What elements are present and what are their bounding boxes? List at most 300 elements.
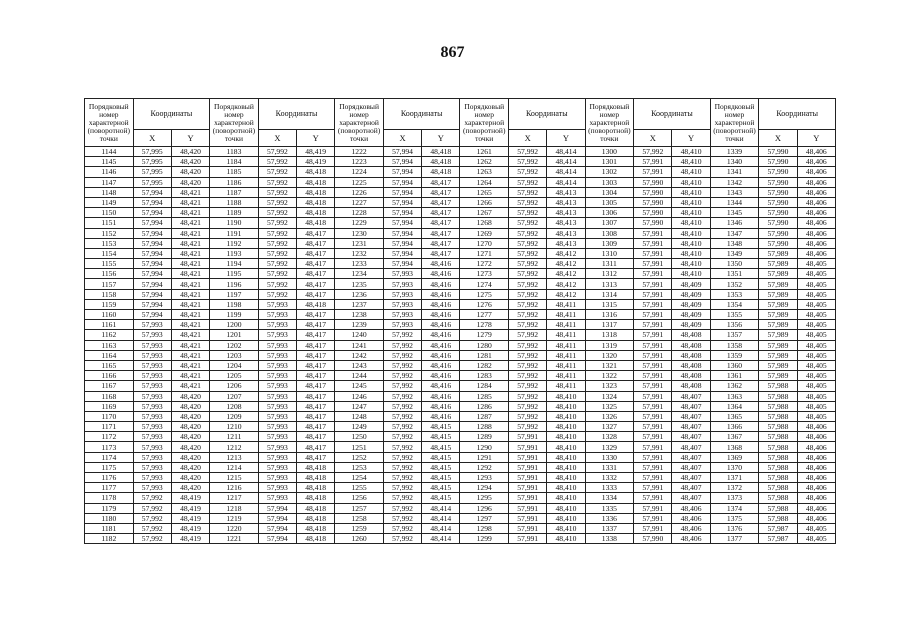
point-number: 1173 bbox=[85, 442, 134, 452]
point-number: 1188 bbox=[210, 197, 259, 207]
header-coordinates: Координаты bbox=[383, 99, 460, 130]
coord-y: 48,406 bbox=[797, 228, 835, 238]
coord-y: 48,417 bbox=[422, 228, 460, 238]
point-number: 1257 bbox=[335, 503, 384, 513]
point-number: 1327 bbox=[585, 422, 634, 432]
coord-x: 57,993 bbox=[258, 473, 296, 483]
coord-x: 57,993 bbox=[258, 381, 296, 391]
coord-y: 48,411 bbox=[547, 299, 585, 309]
table-row bbox=[85, 157, 836, 167]
coord-y: 48,421 bbox=[171, 259, 209, 269]
coord-x: 57,993 bbox=[258, 483, 296, 493]
coord-y: 48,421 bbox=[171, 228, 209, 238]
coord-x: 57,991 bbox=[634, 401, 672, 411]
coord-y: 48,406 bbox=[797, 197, 835, 207]
coord-y: 48,410 bbox=[672, 248, 710, 258]
coord-y: 48,415 bbox=[422, 452, 460, 462]
coord-x: 57,992 bbox=[383, 432, 421, 442]
point-number: 1226 bbox=[335, 187, 384, 197]
coord-y: 48,410 bbox=[672, 157, 710, 167]
coord-y: 48,420 bbox=[171, 473, 209, 483]
point-number: 1221 bbox=[210, 534, 259, 544]
coord-x: 57,987 bbox=[759, 534, 797, 544]
coord-y: 48,418 bbox=[297, 473, 335, 483]
coord-y: 48,415 bbox=[422, 483, 460, 493]
point-number: 1228 bbox=[335, 208, 384, 218]
coord-y: 48,414 bbox=[422, 513, 460, 523]
point-number: 1286 bbox=[460, 401, 509, 411]
point-number: 1222 bbox=[335, 147, 384, 157]
point-number: 1332 bbox=[585, 473, 634, 483]
point-number: 1196 bbox=[210, 279, 259, 289]
point-number: 1299 bbox=[460, 534, 509, 544]
coord-x: 57,991 bbox=[509, 442, 547, 452]
coord-y: 48,417 bbox=[297, 360, 335, 370]
point-number: 1267 bbox=[460, 208, 509, 218]
point-number: 1323 bbox=[585, 381, 634, 391]
coord-x: 57,992 bbox=[133, 513, 171, 523]
coord-x: 57,992 bbox=[383, 442, 421, 452]
coord-x: 57,992 bbox=[509, 360, 547, 370]
coord-x: 57,992 bbox=[383, 391, 421, 401]
coord-x: 57,992 bbox=[383, 350, 421, 360]
coord-y: 48,417 bbox=[297, 279, 335, 289]
point-number: 1219 bbox=[210, 513, 259, 523]
coord-y: 48,417 bbox=[297, 248, 335, 258]
coord-y: 48,417 bbox=[422, 187, 460, 197]
coord-x: 57,992 bbox=[509, 248, 547, 258]
point-number: 1160 bbox=[85, 310, 134, 320]
coord-x: 57,992 bbox=[258, 187, 296, 197]
coord-x: 57,992 bbox=[509, 330, 547, 340]
point-number: 1212 bbox=[210, 442, 259, 452]
coord-x: 57,992 bbox=[383, 360, 421, 370]
coord-y: 48,416 bbox=[422, 401, 460, 411]
coord-y: 48,407 bbox=[672, 391, 710, 401]
point-number: 1254 bbox=[335, 473, 384, 483]
coord-y: 48,418 bbox=[297, 493, 335, 503]
header-coordinates: Координаты bbox=[509, 99, 586, 130]
point-number: 1297 bbox=[460, 513, 509, 523]
coord-x: 57,994 bbox=[258, 503, 296, 513]
coord-y: 48,412 bbox=[547, 289, 585, 299]
table-row bbox=[85, 147, 836, 157]
coord-x: 57,992 bbox=[509, 197, 547, 207]
coord-x: 57,990 bbox=[759, 218, 797, 228]
point-number: 1280 bbox=[460, 340, 509, 350]
coord-x: 57,992 bbox=[509, 187, 547, 197]
coord-y: 48,405 bbox=[797, 279, 835, 289]
coord-x: 57,988 bbox=[759, 391, 797, 401]
point-number: 1147 bbox=[85, 177, 134, 187]
coord-y: 48,421 bbox=[171, 248, 209, 258]
coord-y: 48,417 bbox=[422, 238, 460, 248]
point-number: 1288 bbox=[460, 422, 509, 432]
coord-y: 48,406 bbox=[797, 452, 835, 462]
point-number: 1319 bbox=[585, 340, 634, 350]
header-ordinal: Порядковый номер характерной (поворотной) точки bbox=[335, 99, 384, 147]
point-number: 1166 bbox=[85, 371, 134, 381]
coord-x: 57,994 bbox=[133, 269, 171, 279]
header-coordinates: Координаты bbox=[634, 99, 711, 130]
coord-x: 57,994 bbox=[383, 248, 421, 258]
coord-x: 57,992 bbox=[509, 391, 547, 401]
point-number: 1343 bbox=[710, 187, 759, 197]
coord-x: 57,988 bbox=[759, 483, 797, 493]
coord-x: 57,991 bbox=[634, 462, 672, 472]
coord-x: 57,994 bbox=[383, 187, 421, 197]
coord-x: 57,992 bbox=[509, 279, 547, 289]
coord-x: 57,992 bbox=[509, 381, 547, 391]
point-number: 1230 bbox=[335, 228, 384, 238]
coord-y: 48,417 bbox=[297, 422, 335, 432]
point-number: 1210 bbox=[210, 422, 259, 432]
coord-y: 48,407 bbox=[672, 411, 710, 421]
point-number: 1239 bbox=[335, 320, 384, 330]
coord-y: 48,405 bbox=[797, 340, 835, 350]
coord-x: 57,993 bbox=[258, 310, 296, 320]
point-number: 1153 bbox=[85, 238, 134, 248]
coord-x: 57,993 bbox=[133, 483, 171, 493]
coord-x: 57,994 bbox=[258, 513, 296, 523]
table-row bbox=[85, 208, 836, 218]
coord-x: 57,993 bbox=[133, 391, 171, 401]
coord-x: 57,992 bbox=[509, 208, 547, 218]
coord-y: 48,419 bbox=[171, 534, 209, 544]
coord-x: 57,994 bbox=[133, 248, 171, 258]
coord-x: 57,994 bbox=[133, 187, 171, 197]
table-row bbox=[85, 503, 836, 513]
coord-x: 57,993 bbox=[258, 442, 296, 452]
point-number: 1265 bbox=[460, 187, 509, 197]
point-number: 1243 bbox=[335, 360, 384, 370]
coord-x: 57,992 bbox=[258, 269, 296, 279]
coord-y: 48,417 bbox=[297, 401, 335, 411]
coord-x: 57,995 bbox=[133, 147, 171, 157]
coord-x: 57,987 bbox=[759, 523, 797, 533]
table-row bbox=[85, 350, 836, 360]
coord-y: 48,416 bbox=[422, 340, 460, 350]
coord-x: 57,991 bbox=[634, 279, 672, 289]
coordinates-table bbox=[84, 98, 836, 544]
coord-x: 57,991 bbox=[509, 493, 547, 503]
point-number: 1169 bbox=[85, 401, 134, 411]
point-number: 1184 bbox=[210, 157, 259, 167]
coord-x: 57,994 bbox=[133, 197, 171, 207]
coord-y: 48,418 bbox=[297, 299, 335, 309]
coord-y: 48,412 bbox=[547, 279, 585, 289]
header-ordinal: Порядковый номер характерной (поворотной) точки bbox=[460, 99, 509, 147]
coord-y: 48,406 bbox=[797, 483, 835, 493]
point-number: 1187 bbox=[210, 187, 259, 197]
point-number: 1333 bbox=[585, 483, 634, 493]
table-row bbox=[85, 259, 836, 269]
point-number: 1205 bbox=[210, 371, 259, 381]
coord-y: 48,421 bbox=[171, 289, 209, 299]
coord-x: 57,989 bbox=[759, 269, 797, 279]
coord-x: 57,994 bbox=[133, 228, 171, 238]
coord-x: 57,992 bbox=[383, 523, 421, 533]
coord-x: 57,993 bbox=[258, 360, 296, 370]
coord-y: 48,410 bbox=[547, 493, 585, 503]
coord-x: 57,993 bbox=[133, 340, 171, 350]
coord-y: 48,417 bbox=[297, 452, 335, 462]
coord-x: 57,992 bbox=[509, 401, 547, 411]
coord-y: 48,421 bbox=[171, 197, 209, 207]
coord-x: 57,993 bbox=[258, 391, 296, 401]
point-number: 1236 bbox=[335, 289, 384, 299]
coord-x: 57,994 bbox=[383, 197, 421, 207]
coord-y: 48,417 bbox=[297, 269, 335, 279]
coord-x: 57,992 bbox=[383, 452, 421, 462]
coord-x: 57,993 bbox=[133, 330, 171, 340]
coord-y: 48,416 bbox=[422, 330, 460, 340]
coord-y: 48,418 bbox=[297, 167, 335, 177]
coord-y: 48,419 bbox=[171, 503, 209, 513]
coord-x: 57,993 bbox=[383, 310, 421, 320]
coord-y: 48,405 bbox=[797, 534, 835, 544]
coord-y: 48,421 bbox=[171, 360, 209, 370]
coord-y: 48,417 bbox=[422, 177, 460, 187]
coord-y: 48,411 bbox=[547, 350, 585, 360]
coord-x: 57,991 bbox=[509, 513, 547, 523]
table-row bbox=[85, 523, 836, 533]
point-number: 1248 bbox=[335, 411, 384, 421]
table-row bbox=[85, 310, 836, 320]
coord-y: 48,409 bbox=[672, 320, 710, 330]
point-number: 1313 bbox=[585, 279, 634, 289]
point-number: 1324 bbox=[585, 391, 634, 401]
point-number: 1164 bbox=[85, 350, 134, 360]
table-row bbox=[85, 289, 836, 299]
point-number: 1176 bbox=[85, 473, 134, 483]
coord-x: 57,991 bbox=[634, 259, 672, 269]
coord-x: 57,994 bbox=[383, 259, 421, 269]
point-number: 1372 bbox=[710, 483, 759, 493]
coord-x: 57,991 bbox=[634, 452, 672, 462]
coord-x: 57,992 bbox=[383, 462, 421, 472]
table-row bbox=[85, 360, 836, 370]
coord-y: 48,418 bbox=[297, 523, 335, 533]
coord-y: 48,417 bbox=[297, 310, 335, 320]
coord-x: 57,995 bbox=[133, 177, 171, 187]
table-row bbox=[85, 432, 836, 442]
coord-x: 57,992 bbox=[509, 340, 547, 350]
coord-x: 57,989 bbox=[759, 279, 797, 289]
coord-x: 57,994 bbox=[383, 238, 421, 248]
coord-y: 48,406 bbox=[797, 493, 835, 503]
point-number: 1258 bbox=[335, 513, 384, 523]
point-number: 1245 bbox=[335, 381, 384, 391]
coord-y: 48,408 bbox=[672, 330, 710, 340]
coord-y: 48,405 bbox=[797, 299, 835, 309]
table-row bbox=[85, 299, 836, 309]
coord-x: 57,994 bbox=[133, 238, 171, 248]
point-number: 1234 bbox=[335, 269, 384, 279]
point-number: 1150 bbox=[85, 208, 134, 218]
point-number: 1198 bbox=[210, 299, 259, 309]
coord-y: 48,416 bbox=[422, 391, 460, 401]
point-number: 1296 bbox=[460, 503, 509, 513]
coord-x: 57,992 bbox=[509, 177, 547, 187]
coord-y: 48,420 bbox=[171, 483, 209, 493]
point-number: 1189 bbox=[210, 208, 259, 218]
coord-y: 48,415 bbox=[422, 493, 460, 503]
header-ordinal: Порядковый номер характерной (поворотной) точки bbox=[85, 99, 134, 147]
point-number: 1300 bbox=[585, 147, 634, 157]
coord-y: 48,407 bbox=[672, 473, 710, 483]
coord-y: 48,410 bbox=[672, 147, 710, 157]
coord-y: 48,411 bbox=[547, 320, 585, 330]
coord-y: 48,410 bbox=[547, 432, 585, 442]
point-number: 1269 bbox=[460, 228, 509, 238]
coord-y: 48,410 bbox=[672, 177, 710, 187]
coord-y: 48,406 bbox=[797, 167, 835, 177]
coord-x: 57,992 bbox=[509, 350, 547, 360]
point-number: 1213 bbox=[210, 452, 259, 462]
point-number: 1309 bbox=[585, 238, 634, 248]
coord-x: 57,993 bbox=[258, 320, 296, 330]
point-number: 1305 bbox=[585, 197, 634, 207]
header-ordinal: Порядковый номер характерной (поворотной) точки bbox=[710, 99, 759, 147]
coord-y: 48,417 bbox=[297, 442, 335, 452]
point-number: 1167 bbox=[85, 381, 134, 391]
coord-y: 48,420 bbox=[171, 157, 209, 167]
point-number: 1318 bbox=[585, 330, 634, 340]
coord-x: 57,993 bbox=[258, 350, 296, 360]
coord-x: 57,995 bbox=[133, 167, 171, 177]
coord-x: 57,991 bbox=[634, 360, 672, 370]
coord-y: 48,411 bbox=[547, 360, 585, 370]
coord-x: 57,992 bbox=[509, 167, 547, 177]
point-number: 1330 bbox=[585, 452, 634, 462]
coord-x: 57,994 bbox=[133, 279, 171, 289]
coord-x: 57,988 bbox=[759, 493, 797, 503]
coord-y: 48,415 bbox=[422, 462, 460, 472]
coord-y: 48,421 bbox=[171, 371, 209, 381]
coord-x: 57,990 bbox=[759, 228, 797, 238]
coord-y: 48,407 bbox=[672, 462, 710, 472]
coord-y: 48,411 bbox=[547, 371, 585, 381]
point-number: 1290 bbox=[460, 442, 509, 452]
coord-y: 48,421 bbox=[171, 320, 209, 330]
coord-x: 57,989 bbox=[759, 289, 797, 299]
coord-y: 48,417 bbox=[422, 208, 460, 218]
coord-x: 57,991 bbox=[634, 238, 672, 248]
coord-x: 57,993 bbox=[383, 279, 421, 289]
coord-y: 48,416 bbox=[422, 279, 460, 289]
point-number: 1264 bbox=[460, 177, 509, 187]
coord-x: 57,992 bbox=[258, 279, 296, 289]
point-number: 1216 bbox=[210, 483, 259, 493]
coord-y: 48,405 bbox=[797, 320, 835, 330]
coord-y: 48,416 bbox=[422, 320, 460, 330]
coord-y: 48,405 bbox=[797, 411, 835, 421]
point-number: 1158 bbox=[85, 289, 134, 299]
coord-x: 57,988 bbox=[759, 452, 797, 462]
point-number: 1365 bbox=[710, 411, 759, 421]
coord-y: 48,412 bbox=[547, 248, 585, 258]
coord-x: 57,991 bbox=[634, 330, 672, 340]
point-number: 1185 bbox=[210, 167, 259, 177]
coord-x: 57,990 bbox=[759, 177, 797, 187]
point-number: 1165 bbox=[85, 360, 134, 370]
point-number: 1340 bbox=[710, 157, 759, 167]
header-y: Y bbox=[672, 130, 710, 147]
coord-x: 57,994 bbox=[258, 534, 296, 544]
point-number: 1235 bbox=[335, 279, 384, 289]
coord-y: 48,410 bbox=[547, 503, 585, 513]
coord-y: 48,406 bbox=[797, 513, 835, 523]
point-number: 1151 bbox=[85, 218, 134, 228]
coord-x: 57,993 bbox=[133, 411, 171, 421]
point-number: 1328 bbox=[585, 432, 634, 442]
coord-x: 57,991 bbox=[634, 157, 672, 167]
coord-x: 57,991 bbox=[509, 452, 547, 462]
point-number: 1146 bbox=[85, 167, 134, 177]
point-number: 1367 bbox=[710, 432, 759, 442]
coord-x: 57,992 bbox=[509, 147, 547, 157]
point-number: 1260 bbox=[335, 534, 384, 544]
coord-y: 48,416 bbox=[422, 310, 460, 320]
coord-x: 57,994 bbox=[383, 208, 421, 218]
point-number: 1195 bbox=[210, 269, 259, 279]
point-number: 1307 bbox=[585, 218, 634, 228]
coord-x: 57,994 bbox=[383, 157, 421, 167]
header-coordinates: Координаты bbox=[759, 99, 836, 130]
coord-y: 48,413 bbox=[547, 238, 585, 248]
coord-y: 48,414 bbox=[422, 534, 460, 544]
coord-x: 57,992 bbox=[383, 411, 421, 421]
table-row bbox=[85, 422, 836, 432]
coord-y: 48,410 bbox=[672, 167, 710, 177]
coord-x: 57,988 bbox=[759, 513, 797, 523]
coord-x: 57,993 bbox=[258, 422, 296, 432]
coord-y: 48,419 bbox=[171, 523, 209, 533]
coord-x: 57,992 bbox=[133, 523, 171, 533]
coord-x: 57,990 bbox=[759, 157, 797, 167]
coord-y: 48,415 bbox=[422, 442, 460, 452]
table-row bbox=[85, 493, 836, 503]
point-number: 1261 bbox=[460, 147, 509, 157]
point-number: 1331 bbox=[585, 462, 634, 472]
point-number: 1159 bbox=[85, 299, 134, 309]
point-number: 1255 bbox=[335, 483, 384, 493]
coord-y: 48,417 bbox=[297, 330, 335, 340]
coord-x: 57,989 bbox=[759, 371, 797, 381]
point-number: 1231 bbox=[335, 238, 384, 248]
coord-x: 57,993 bbox=[133, 371, 171, 381]
point-number: 1251 bbox=[335, 442, 384, 452]
coord-y: 48,410 bbox=[672, 187, 710, 197]
header-x: X bbox=[509, 130, 547, 147]
point-number: 1355 bbox=[710, 310, 759, 320]
coord-y: 48,417 bbox=[297, 391, 335, 401]
coord-x: 57,991 bbox=[634, 493, 672, 503]
point-number: 1273 bbox=[460, 269, 509, 279]
table-row bbox=[85, 197, 836, 207]
coord-x: 57,992 bbox=[509, 259, 547, 269]
table-header bbox=[85, 99, 836, 147]
coord-y: 48,417 bbox=[422, 197, 460, 207]
point-number: 1361 bbox=[710, 371, 759, 381]
coord-x: 57,991 bbox=[509, 483, 547, 493]
coord-x: 57,989 bbox=[759, 330, 797, 340]
point-number: 1346 bbox=[710, 218, 759, 228]
coord-y: 48,410 bbox=[547, 391, 585, 401]
coord-y: 48,410 bbox=[547, 442, 585, 452]
header-x: X bbox=[133, 130, 171, 147]
